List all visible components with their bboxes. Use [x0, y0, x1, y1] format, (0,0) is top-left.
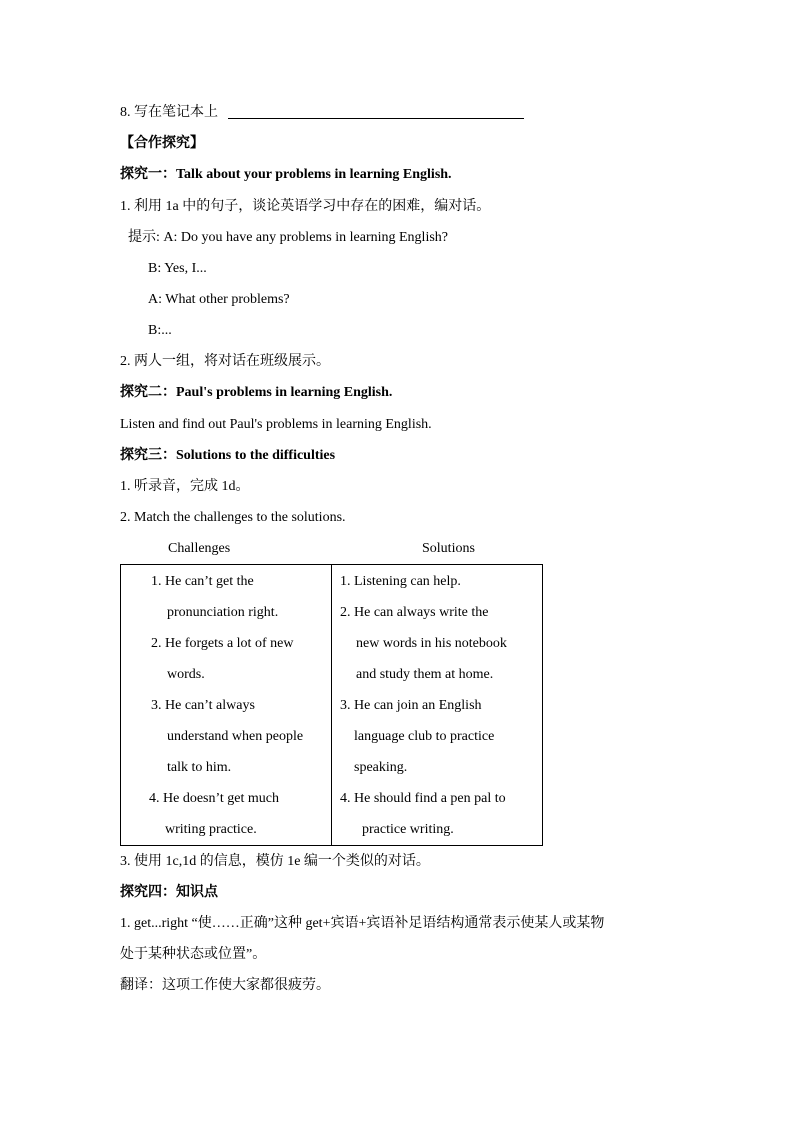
- task1-title: 探究一：Talk about your problems in learning English.: [120, 167, 452, 182]
- knowledge-point-1: 1. get...right “使……正确”这种 get+宾语+宾语补足语结构通常表示使某人或某物: [120, 916, 605, 931]
- challenge-item: 1. He can’t get the: [151, 574, 254, 589]
- challenge-item: 4. He doesn’t get much: [149, 791, 279, 806]
- solution-item-cont: language club to practice: [354, 729, 495, 744]
- solutions-list: [332, 565, 542, 845]
- challenges-list: [121, 565, 331, 845]
- task4-title: 探究四：知识点: [120, 885, 218, 900]
- knowledge-point-1-cont: 处于某种状态或位置”。: [120, 947, 267, 962]
- task1-hint: [128, 229, 448, 247]
- dialogue-line: B:...: [148, 323, 172, 338]
- challenge-item-cont: talk to him.: [167, 760, 232, 775]
- challenge-item-cont: pronunciation right.: [167, 605, 279, 620]
- solution-item-cont: and study them at home.: [356, 667, 494, 682]
- solution-item: 1. Listening can help.: [340, 574, 461, 589]
- challenge-item: 3. He can’t always: [151, 698, 255, 713]
- solutions-cell: [332, 565, 543, 846]
- solution-item-cont: new words in his notebook: [356, 636, 507, 651]
- task1-step1: 1. 利用 1a 中的句子，谈论英语学习中存在的困难，编对话。: [120, 199, 491, 214]
- solution-item: 3. He can join an English: [340, 698, 482, 713]
- task3-step2: 2. Match the challenges to the solutions.: [120, 510, 346, 525]
- challenge-item-cont: writing practice.: [165, 822, 257, 837]
- challenge-item: 2. He forgets a lot of new: [151, 636, 294, 651]
- answer-blank[interactable]: [228, 104, 524, 119]
- item-8: [120, 104, 524, 122]
- task2-title: 探究二：Paul's problems in learning English.: [120, 385, 393, 400]
- solution-item: 2. He can always write the: [340, 605, 489, 620]
- column-header-solutions: Solutions: [422, 541, 475, 556]
- translation-task: 翻译：这项工作使大家都很疲劳。: [120, 978, 330, 993]
- match-table: [120, 564, 543, 846]
- task2-text: Listen and find out Paul's problems in learning English.: [120, 417, 432, 432]
- dialogue-line: A: What other problems?: [148, 292, 290, 307]
- challenge-item-cont: words.: [167, 667, 205, 682]
- column-header-challenges: Challenges: [168, 541, 231, 556]
- challenge-item-cont: understand when people: [167, 729, 304, 744]
- challenges-cell: [121, 565, 332, 846]
- task3-step3: 3. 使用 1c,1d 的信息，模仿 1e 编一个类似的对话。: [120, 854, 430, 869]
- solution-item-cont: speaking.: [354, 760, 408, 775]
- dialogue-line: B: Yes, I...: [148, 261, 207, 276]
- hint-label: 提示:: [128, 230, 160, 245]
- solution-item-cont: practice writing.: [362, 822, 454, 837]
- item-8-text: 8. 写在笔记本上: [120, 105, 218, 120]
- task1-step2: 2. 两人一组，将对话在班级展示。: [120, 354, 330, 369]
- section-title: 【合作探究】: [120, 136, 204, 151]
- task3-title: 探究三：Solutions to the difficulties: [120, 448, 336, 463]
- task3-step1: 1. 听录音，完成 1d。: [120, 479, 250, 494]
- dialogue-line: A: Do you have any problems in learning English?: [163, 230, 448, 245]
- solution-item: 4. He should find a pen pal to: [340, 791, 506, 806]
